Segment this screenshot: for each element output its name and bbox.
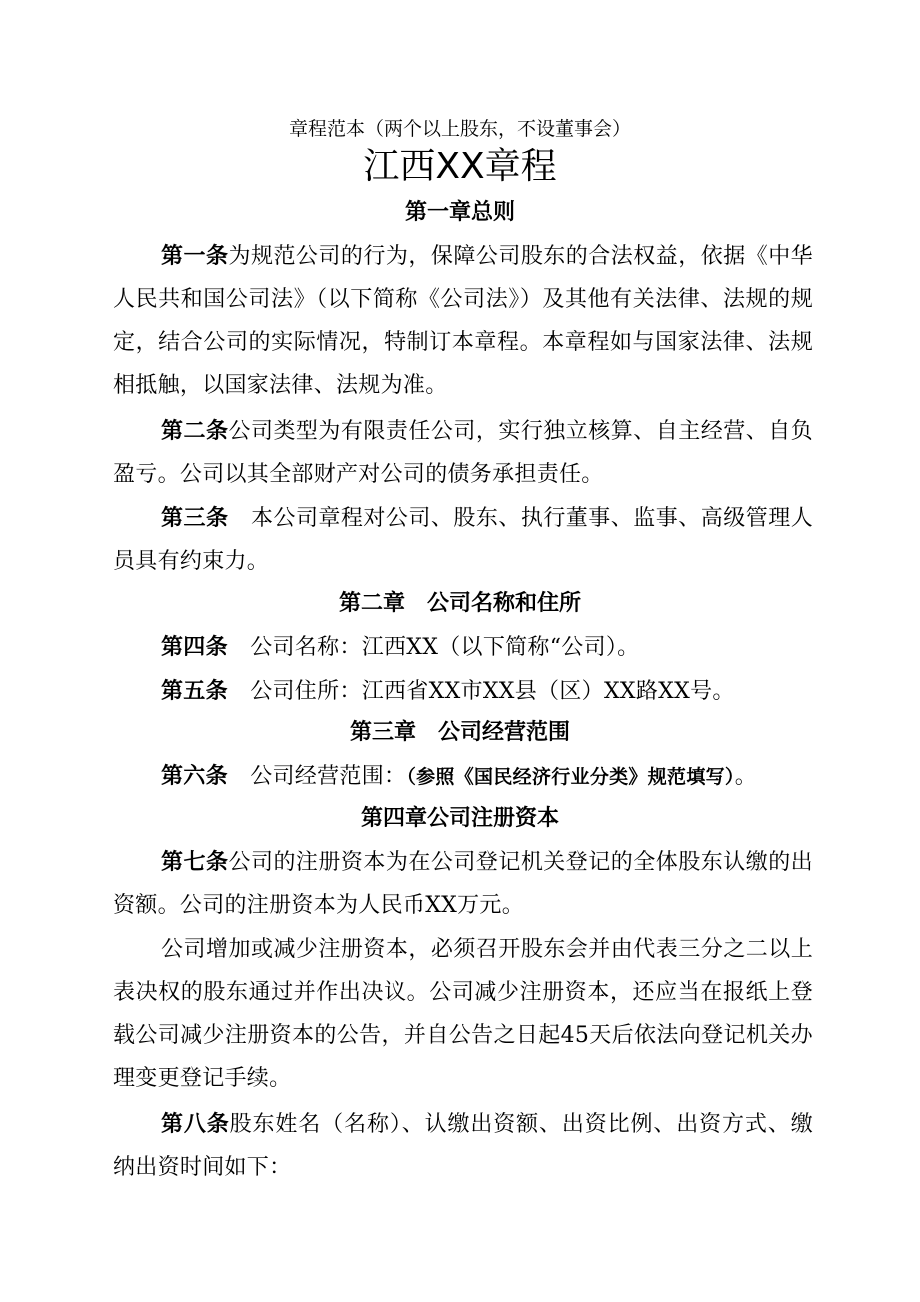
article-2-label: 第二条 xyxy=(161,419,229,444)
article-7-paragraph-2-text: 公司增加或减少注册资本，必须召开股东会并由代表三分之二以上表决权的股东通过并作出决议。公司减少注册资本，还应当在报纸上登载公司减少注册资本的公告，并自公告之日起45天后依法向登记机关办理变更登记手续。 xyxy=(113,937,813,1091)
article-4-text: 公司名称：江西XX（以下简称“公司）。 xyxy=(250,635,640,660)
article-1-text: 为规范公司的行为，保障公司股东的合法权益，依据《中华人民共和国公司法》（以下简称《公司法》）及其他有关法律、法规的规定，结合公司的实际情况，特制订本章程。本章程如与国家法律、法规相抵触，以国家法律、法规为准。 xyxy=(113,244,813,398)
article-2-text: 公司类型为有限责任公司，实行独立核算、自主经营、自负盈亏。公司以其全部财产对公司的债务承担责任。 xyxy=(113,419,813,487)
article-8-text: 股东姓名（名称）、认缴出资额、出资比例、出资方式、缴纳出资时间如下： xyxy=(113,1112,813,1180)
article-7-text: 公司的注册资本为在公司登记机关登记的全体股东认缴的出资额。公司的注册资本为人民币XX万元。 xyxy=(113,850,813,918)
article-6-note: （参照《国民经济行业分类》规范填写） xyxy=(406,766,735,788)
article-3-label: 第三条 xyxy=(161,506,251,531)
article-2 xyxy=(113,410,813,496)
article-4 xyxy=(113,626,813,669)
article-3 xyxy=(113,497,813,583)
article-8-label: 第八条 xyxy=(161,1112,230,1137)
article-8 xyxy=(113,1103,813,1189)
article-6-label: 第六条 xyxy=(161,764,251,789)
article-7-label: 第七条 xyxy=(161,850,229,875)
document-title: 江西XX章程 xyxy=(363,146,557,187)
chapter-heading-3: 第三章 公司经营范围 xyxy=(349,720,570,745)
article-6-text: 公司经营范围： xyxy=(250,764,407,789)
chapter-heading-4: 第四章公司注册资本 xyxy=(360,806,559,831)
article-1 xyxy=(113,235,813,407)
article-3-text: 本公司章程对公司、股东、执行董事、监事、高级管理人员具有约束力。 xyxy=(113,506,813,574)
article-1-label: 第一条 xyxy=(161,244,229,269)
article-7-paragraph-2 xyxy=(113,928,813,1100)
document-subtitle: 章程范本（两个以上股东，不设董事会） xyxy=(288,118,631,140)
article-7 xyxy=(113,841,813,927)
article-5-text: 公司住所：江西省XX市XX县（区）XX路XX号。 xyxy=(250,679,735,704)
article-4-label: 第四条 xyxy=(161,635,251,660)
article-6 xyxy=(113,755,813,799)
article-5-label: 第五条 xyxy=(161,679,251,704)
chapter-heading-2: 第二章 公司名称和住所 xyxy=(338,591,581,616)
chapter-heading-1: 第一章总则 xyxy=(404,200,515,225)
article-6-tail: 。 xyxy=(734,764,758,789)
article-5 xyxy=(113,670,813,713)
